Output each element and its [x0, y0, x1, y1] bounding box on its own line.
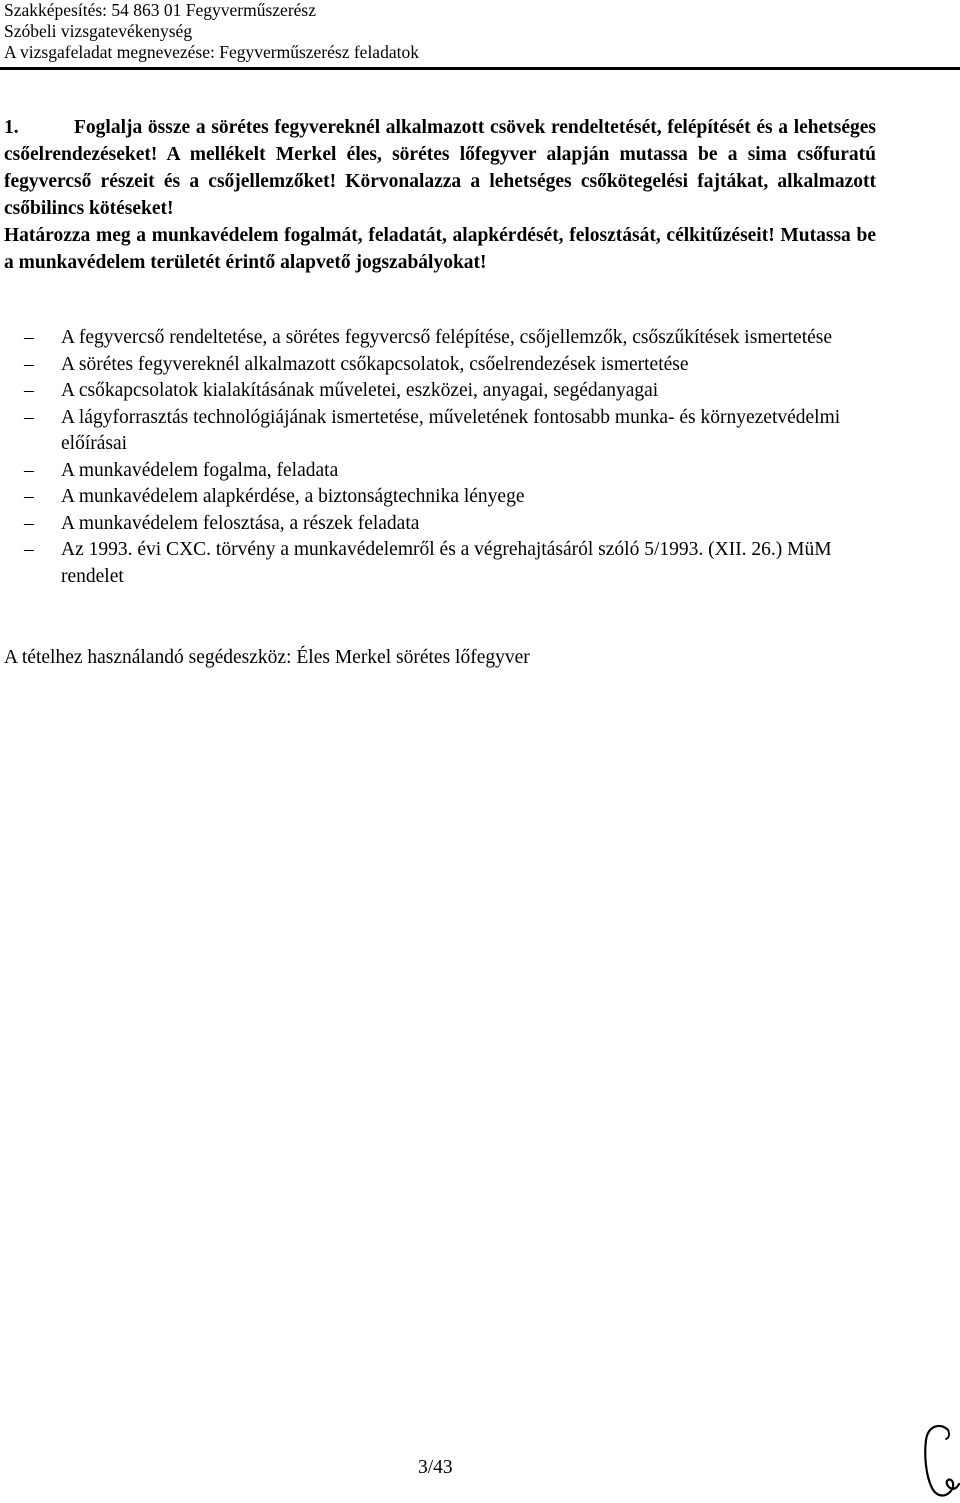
dash-bullet: –	[24, 406, 34, 428]
topic-item	[24, 352, 876, 379]
topic-item	[24, 378, 876, 405]
exam-activity-line: Szóbeli vizsgatevékenység	[4, 21, 193, 41]
topic-text: A sörétes fegyvereknél alkalmazott csőkapcsolatok, csőelrendezések ismertetése	[61, 353, 689, 375]
topic-item	[24, 537, 876, 590]
topic-list	[24, 325, 876, 590]
task-description	[4, 114, 876, 276]
page-number: 3/43	[418, 1457, 453, 1478]
dash-bullet: –	[24, 539, 34, 560]
topic-item	[24, 511, 876, 538]
dash-bullet: –	[24, 380, 34, 401]
topic-item	[24, 484, 876, 511]
dash-bullet: –	[24, 353, 34, 375]
document-header	[4, 0, 419, 63]
topic-text: A munkavédelem fogalma, feladata	[61, 459, 339, 481]
topic-text: A fegyvercső rendeltetése, a sörétes fegyvercső felépítése, csőjellemzők, csőszűkítések ismertetése	[61, 327, 833, 348]
topic-text: Az 1993. évi CXC. törvény a munkavédelemről és a végrehajtásáról szóló 5/1993. (XII. 26.) MüM rendelet	[61, 539, 832, 587]
topic-text: A lágyforrasztás technológiájának ismertetése, műveletének fontosabb munka- és környezetvédelmi előírásai	[61, 406, 841, 454]
task-text-1: Foglalja össze a sörétes fegyvereknél alkalmazott csövek rendeltetését, felépítését és a lehetséges csőelrendezéseket! A mellékelt Merkel éles, sörétes lőfegyver alapján mutassa be a sima csőfuratú fegyvercső részeit és a csőjellemzőket! Körvonalazza a lehetséges csőkötegelési fajtákat, alkalmazott csőbilincs kötéseket!	[4, 117, 876, 219]
task-paragraph-1	[4, 114, 876, 222]
dash-bullet: –	[24, 459, 34, 481]
topic-item	[24, 458, 876, 485]
header-divider	[0, 67, 960, 70]
task-paragraph-2: Határozza meg a munkavédelem fogalmát, feladatát, alapkérdését, felosztását, célkitűzéseit! Mutassa be a munkavédelem területét érintő alapvető jogszabályokat!	[4, 225, 876, 273]
topic-text: A munkavédelem felosztása, a részek feladata	[61, 512, 420, 534]
exam-task-name-line: A vizsgafeladat megnevezése: Fegyverműszerész feladatok	[4, 42, 419, 62]
qualification-line: Szakképesítés: 54 863 01 Fegyverműszerész	[4, 0, 317, 20]
topic-item	[24, 325, 876, 352]
dash-bullet: –	[24, 512, 34, 534]
handwritten-initial-signature	[918, 1418, 960, 1503]
topic-text: A munkavédelem alapkérdése, a biztonságtechnika lényege	[61, 486, 525, 507]
dash-bullet: –	[24, 327, 34, 348]
topic-text: A csőkapcsolatok kialakításának műveletei, eszközei, anyagai, segédanyagai	[61, 380, 659, 401]
dash-bullet: –	[24, 486, 34, 507]
task-number: 1.	[4, 117, 19, 138]
required-tool-line: A tételhez használandó segédeszköz: Éles Merkel sörétes lőfegyver	[4, 647, 530, 668]
topic-item	[24, 405, 876, 458]
